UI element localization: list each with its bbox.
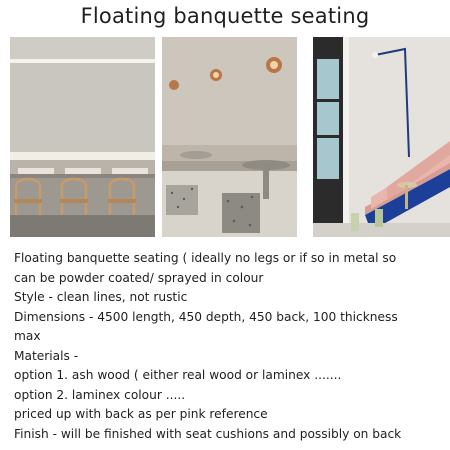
reference-photo-concrete-banquette — [162, 37, 297, 237]
note-line: can be powder coated/ sprayed in colour — [14, 270, 264, 285]
note-line: Finish - will be finished with seat cushions and possibly on back — [14, 426, 402, 441]
reference-photo-pink-banquette — [313, 37, 450, 237]
note-line: Dimensions - 4500 length, 450 depth, 450 back, 100 thickness — [14, 309, 398, 324]
note-line: Materials - — [14, 348, 79, 363]
note-line: priced up with back as per pink reference — [14, 407, 268, 421]
note-line: option 1. ash wood ( either real wood or laminex ....... — [14, 368, 342, 382]
reference-photo-restaurant-banquette — [10, 37, 155, 237]
note-line: Style - clean lines, not rustic — [14, 290, 188, 304]
note-line: option 2. laminex colour ..... — [14, 387, 186, 402]
note-line: max — [14, 329, 41, 343]
note-line: Floating banquette seating ( ideally no legs or if so in metal so — [14, 251, 397, 265]
page-title: Floating banquette seating — [80, 4, 370, 28]
specification-notes — [14, 249, 444, 444]
